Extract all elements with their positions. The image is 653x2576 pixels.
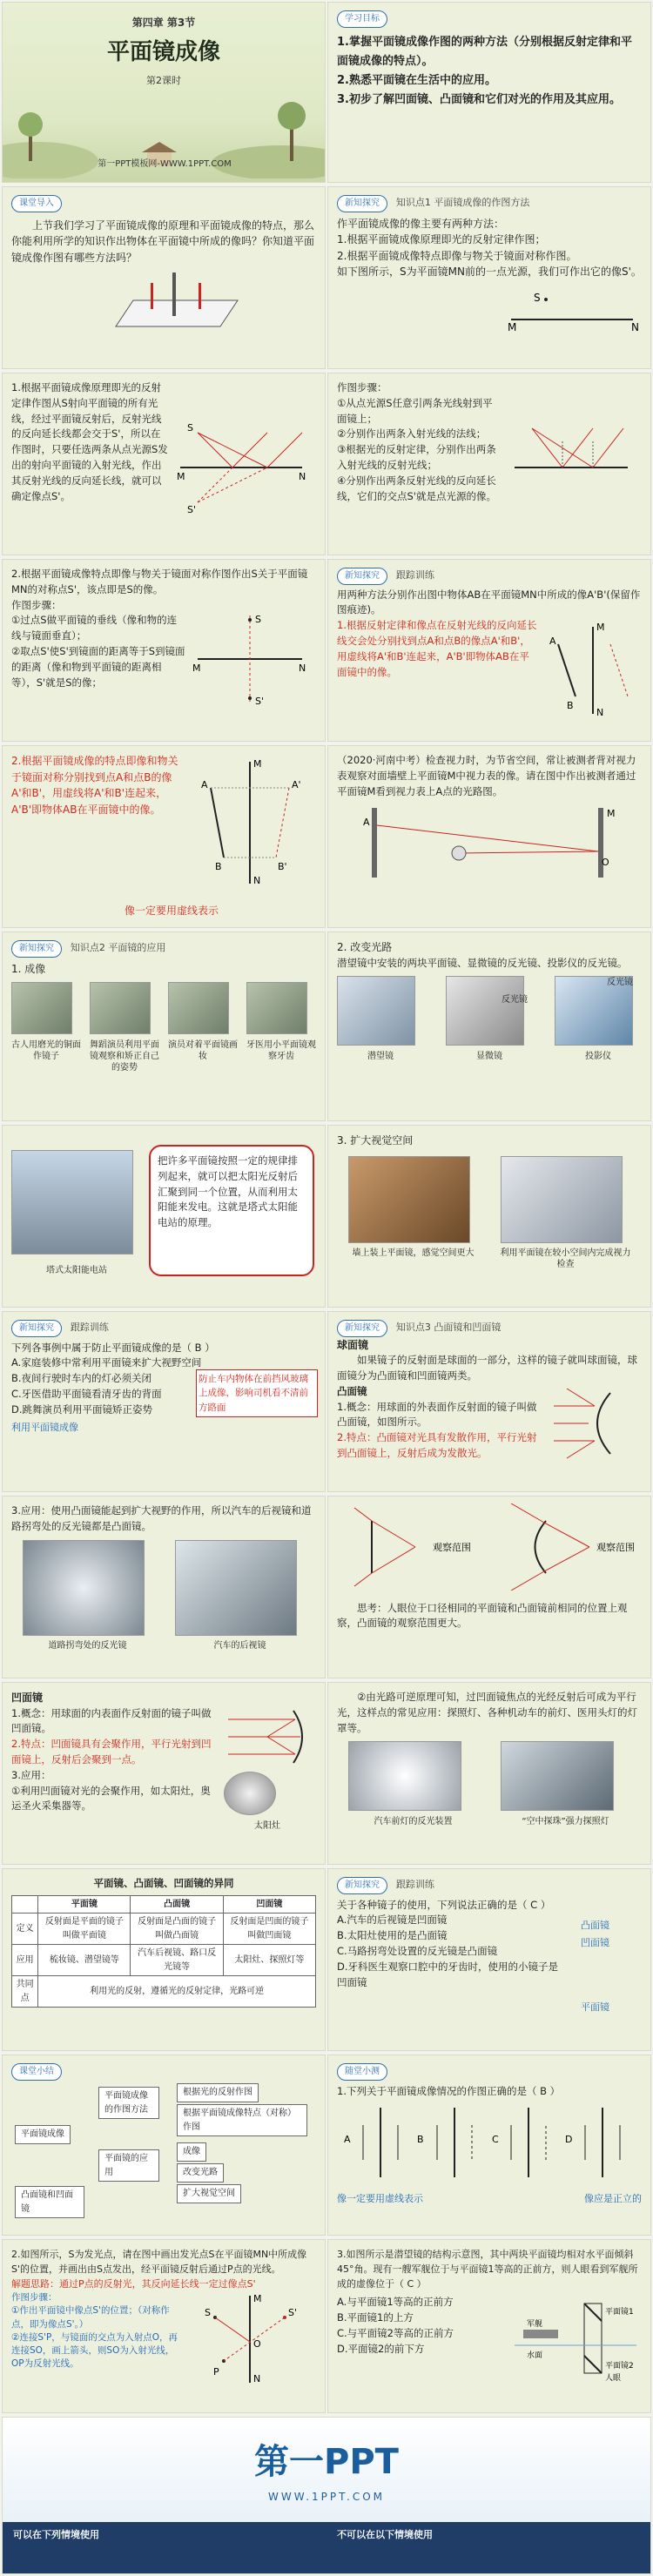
- slide-light-path: [327, 932, 651, 1121]
- table-cell: 共同点: [12, 1976, 38, 2008]
- caption: 投影仪: [585, 1052, 611, 1061]
- label-a: A: [363, 817, 370, 829]
- concave-mirror-diagram: [224, 1706, 311, 1767]
- mirror-wall-photo: [348, 1156, 470, 1243]
- slide-summary: [2, 2055, 326, 2236]
- slide-quiz2: [2, 2239, 326, 2413]
- visual-space-heading: 3. 扩大视觉空间: [337, 1134, 414, 1147]
- summary-leaf: 根据平面镜成像特点（对称）作图: [177, 2104, 307, 2136]
- caption: 显微镜: [476, 1052, 502, 1061]
- label-m: M: [192, 662, 201, 674]
- option-label: D: [565, 2134, 573, 2146]
- caption: 太阳灶: [254, 1820, 280, 1831]
- caption: 演员对着平面镜画妆: [168, 1039, 238, 1061]
- solar-bubble: 把许多平面镜按照一定的规律排列起来，就可以把太阳光反射后汇聚到同一个位置，从而利用太阳能来发电。这就是塔式太阳能电站的原理。: [149, 1145, 314, 1276]
- convex-heading: 凸面镜: [337, 1384, 367, 1397]
- kp1-line: 1.根据平面镜成像原理即光的反射定律作图；: [337, 233, 546, 246]
- car-mirror-photo: [175, 1540, 297, 1636]
- summary-leaf: 成像: [177, 2142, 206, 2162]
- light-path-text: 潜望镜中安装的两块平面镜、显微镜的反光镜、投影仪的反光镜。: [337, 956, 628, 969]
- label-o: O: [253, 2338, 261, 2351]
- label-s-prime: S': [255, 695, 265, 707]
- quiz1-options-diagram: [337, 2099, 642, 2186]
- convex-feature: 2.特点：凸面镜对光具有发散作用，平行光射到凸面镜上，反射后成为发散光。: [337, 1431, 537, 1459]
- label-b: B: [215, 861, 222, 872]
- label-b: B: [567, 700, 574, 712]
- label-s: S: [534, 291, 541, 304]
- table-header: 平面镜: [38, 1895, 131, 1914]
- mirror-tag: 反光镜: [502, 995, 528, 1006]
- site-label: 第一PPT模板网-WWW.1PPT.COM: [98, 159, 232, 169]
- symmetry-diagram: [189, 598, 311, 720]
- footer-left-title: 可以在下列情境使用: [13, 2529, 99, 2540]
- slide-kp2: [2, 932, 326, 1121]
- concave-heading: 凹面镜: [11, 1692, 44, 1704]
- caption: 古人用磨光的铜面作镜子: [11, 1039, 81, 1061]
- quiz2-question: 2.如图所示，S为发光点，请在图中画出发光点S在平面镜MN中所成像S'的位置，并画出由S点发出，经平面镜反射后通过P点的光线。: [11, 2249, 307, 2276]
- caption: 潜望镜: [367, 1052, 394, 1061]
- concave-text4: ①利用凹面镜对光的会聚作用，如太阳灶，奥运圣火采集器等。: [11, 1784, 211, 1813]
- headlight-photo: [348, 1741, 461, 1811]
- eye-label: 人眼: [605, 2374, 622, 2383]
- label-m: M: [177, 471, 185, 482]
- option: B.夜间行驶时车内的灯必须关闭: [11, 1372, 152, 1385]
- mirror-label: 平面镜1: [605, 2308, 634, 2317]
- label-n: N: [253, 2373, 261, 2385]
- microscope-photo: [446, 976, 524, 1046]
- periscope-photo: [337, 976, 415, 1046]
- label-n: N: [253, 875, 261, 886]
- label-n: N: [299, 471, 306, 482]
- dentist-photo: [246, 982, 307, 1034]
- quiz2-step: 作图步骤：: [11, 2292, 57, 2304]
- option: C.牙医借助平面镜看清牙齿的背面: [11, 1387, 162, 1400]
- convex-application-text: 3.应用：使用凸面镜能起到扩大视野的作用，所以汽车的后视镜和道路拐弯处的反光镜都是凸面镜。: [11, 1504, 312, 1532]
- label-m: M: [508, 320, 517, 333]
- cover-title: 平面镜成像: [106, 38, 220, 65]
- point-source-diagram: [337, 280, 642, 333]
- mirror-experiment-diagram: [11, 266, 316, 335]
- quiz1-question: 1.下列关于平面镜成像情况的作图正确的是（ B ）: [337, 2084, 561, 2097]
- kp3-tag: 新知探究: [337, 1320, 387, 1337]
- slide-kp3: [327, 1311, 651, 1492]
- convex-text: 1.概念：用球面的外表面作反射面的镜子叫做凸面镜，如图所示。: [337, 1400, 537, 1429]
- practice3-tag: 新知探究: [337, 1877, 387, 1894]
- table-row: [12, 1976, 316, 2008]
- slide-steps1: [327, 373, 651, 555]
- kp3-section: 知识点3 凸面镜和凹面镜: [395, 1322, 502, 1333]
- caption: 汽车前灯的反光装置: [374, 1817, 453, 1827]
- slide-solar-tower: [2, 1125, 326, 1308]
- label-b-prime: B': [278, 861, 287, 872]
- step-line: ①过点S做平面镜的垂线（像和物的连线与镜面垂直）；: [11, 614, 178, 642]
- option: D.跳舞演员利用平面镜矫正姿势: [11, 1402, 153, 1416]
- method1-text: 1.根据平面镜成像原理即光的反射定律作图从S射向平面镜的所有光线，经过平面镜反射后，反射光线的反向延长线都会交于S'，所以在作图时，只要任选两条从点光源S发出的射向平面镜的入射光线，作出其反射光线的反向延长线，就可以确定像点S'。: [11, 381, 168, 502]
- quiz3-question: 3.如图所示是潜望镜的结构示意图，其中两块平面镜均相对水平面倾斜45°角。现有一艘军舰位于与平面镜1等高的正前方，则人眼看到军舰所成的虚像位于（ C ）: [337, 2249, 638, 2290]
- concave-reverse-text: ②由光路可逆原理可知，过凹面镜焦点的光经反射后可成为平行光，这样点的常见应用：探照灯、各种机动车的前灯、医用头灯的灯罩等。: [337, 1691, 637, 1734]
- note-right: 防止车内物体在前挡风玻璃上成像，影响司机看不清前方路面: [196, 1369, 318, 1417]
- practice-tag: 新知探究: [337, 568, 387, 585]
- note-left: 利用平面镜成像: [11, 1421, 78, 1433]
- ab-symmetry-diagram: [189, 753, 311, 892]
- option-label: A: [344, 2134, 351, 2146]
- kp1-tag: 新知探究: [337, 195, 387, 212]
- method2-intro: 2.根据平面镜成像特点即像与物关于镜面对称作图作出S关于平面镜MN的对称点S'，该点即是S的像。: [11, 568, 308, 595]
- view-range-diagram: [337, 1503, 642, 1591]
- summary-leaf: 扩大视觉空间: [177, 2184, 241, 2203]
- step-line: ②分别作出两条入射光线的法线；: [337, 427, 487, 441]
- summary-branch: 凸面镜和凹面镜: [15, 2186, 84, 2218]
- option-label: B: [417, 2134, 424, 2146]
- table-row: [12, 1914, 316, 1945]
- summary-leaf: 改变光路: [177, 2163, 224, 2183]
- label-n: N: [596, 707, 604, 719]
- label-m: M: [253, 758, 262, 770]
- slide-practice2: [2, 1311, 326, 1492]
- chapter-label: 第四章 第3节: [131, 17, 196, 29]
- caption: 舞蹈演员利用平面镜观察和矫正自己的姿势: [90, 1039, 159, 1073]
- solar-tower-photo: [11, 1150, 133, 1254]
- slide-quiz1: [327, 2055, 651, 2236]
- brand-url: WWW.1PPT.COM: [267, 2491, 386, 2503]
- summary-branch: 平面镜的应用: [98, 2149, 159, 2182]
- mirror-tag: 反光镜: [607, 978, 633, 988]
- option: A.汽车的后视镜是凹面镜: [337, 1914, 448, 1927]
- road-mirror-photo: [23, 1540, 145, 1636]
- practice2-answer: 2.根据平面镜成像的特点即像和物关于镜面对称分别找到点A和点B的像A'和B'，用虚线将A'和B'连起来，A'B'即物体AB在平面镜中的像。: [11, 755, 178, 816]
- ship-label: 军舰: [527, 2320, 543, 2330]
- slide-kp1: [327, 186, 651, 369]
- option-label: C: [492, 2134, 499, 2146]
- table-cell: 梳妆镜、潜望镜等: [38, 1945, 131, 1976]
- mirror-label: 平面镜2: [605, 2362, 634, 2371]
- view-range-text: 思考：人眼位于口径相同的平面镜和凸面镜前相同的位置上观察，凸面镜的观察范围更大。: [337, 1601, 628, 1630]
- label-m: M: [253, 2293, 262, 2305]
- slide-footer: [2, 2417, 651, 2574]
- caption: 墙上装上平面镜，感觉空间更大: [352, 1248, 475, 1259]
- step-line: ②取点S'使S'到镜面的距离等于S到镜面的距离（像和物到平面镜的距离相等），S'就是S的像；: [11, 645, 185, 689]
- bronze-mirror-photo: [11, 982, 72, 1034]
- caption: 塔式太阳能电站: [46, 1265, 107, 1275]
- note: 凹面镜: [581, 1937, 609, 1948]
- label-m: M: [607, 808, 616, 820]
- label-n: N: [631, 320, 639, 333]
- label-a-prime: A': [292, 779, 301, 790]
- option: D.牙科医生观察口腔中的牙齿时，使用的小镜子是凹面镜: [337, 1960, 559, 1988]
- slide-visual-space: [327, 1125, 651, 1308]
- note: 凸面镜: [581, 1920, 609, 1931]
- slide-cover: [2, 2, 326, 183]
- slide-practice1-method2: [2, 745, 326, 928]
- label-m: M: [596, 622, 605, 634]
- range-label: 观察范围: [433, 1542, 471, 1553]
- summary-branch: 平面镜成像的作图方法: [98, 2087, 159, 2119]
- kp2-section: 知识点2 平面镜的应用: [70, 942, 166, 953]
- water-label: 水面: [527, 2351, 543, 2361]
- practice-answer: 1.根据反射定律和像点在反射光线的反向延长线交会处分别找到点A和点B的像点A'和B'，用虚线将A'和B'连起来，A'B'即物体AB在平面镜中的像。: [337, 619, 537, 678]
- table-row: [12, 1945, 316, 1976]
- slide-comparison: [2, 1868, 326, 2051]
- kp3-heading: 球面镜: [337, 1338, 369, 1351]
- label-a: A: [549, 636, 556, 648]
- intro-tag: 课堂导入: [11, 195, 62, 212]
- brand-logo: 第一PPT: [254, 2442, 399, 2482]
- makeup-photo: [168, 982, 229, 1034]
- convex-mirror-diagram: [549, 1384, 636, 1463]
- label-o: O: [602, 857, 609, 869]
- label-s: S: [255, 613, 261, 625]
- table-cell: 利用光的反射，遵循光的反射定律，光路可逆: [38, 1976, 316, 2008]
- summary-center: 平面镜成像: [15, 2125, 71, 2144]
- table-cell: 反射面是凹面的镜子叫做凹面镜: [223, 1914, 315, 1945]
- caption: 牙医用小平面镜观察牙齿: [246, 1039, 316, 1061]
- caption: 利用平面镜在较小空间内完成视力检查: [500, 1248, 631, 1270]
- quiz1-note: 像应是正立的: [584, 2192, 642, 2204]
- steps-diagram: [506, 380, 636, 546]
- eye-exam-photo: [501, 1156, 623, 1243]
- caption: “空中探珠”强力探照灯: [522, 1817, 609, 1827]
- note: 平面镜: [581, 2001, 609, 2013]
- option: A.家庭装修中常利用平面镜来扩大视野空间: [11, 1356, 202, 1369]
- reflection-diagram: [172, 380, 311, 546]
- option: A.与平面镜1等高的正前方: [337, 2296, 454, 2309]
- kp2-tag: 新知探究: [11, 940, 62, 958]
- quiz-tag: 随堂小测: [337, 2063, 387, 2081]
- label-s-prime: S': [288, 2307, 298, 2319]
- quiz1-note: 像一定要用虚线表示: [337, 2192, 423, 2204]
- slide-concave: [2, 1682, 326, 1865]
- label-a: A: [201, 779, 208, 790]
- option: C.与平面镜2等高的正前方: [337, 2326, 454, 2339]
- slide-view-range: [327, 1496, 651, 1678]
- practice3-section: 跟踪训练: [395, 1879, 434, 1890]
- caption: 道路拐弯处的反光镜: [48, 1641, 127, 1651]
- quiz2-hint: 解题思路：通过P点的反射光，其反向延长线一定过像点S': [11, 2278, 256, 2290]
- step-line: 作图步骤：: [11, 598, 62, 611]
- label-p: P: [213, 2366, 219, 2378]
- slide-concave-reverse: [327, 1682, 651, 1865]
- quiz2-step: ②连接S'P，与镜面的交点为入射点O，再连接SO，画上箭头，则SO为入射光线，OP为反射光线。: [11, 2331, 178, 2370]
- caption: 汽车的后视镜: [213, 1641, 266, 1651]
- slide-eye-test: [327, 745, 651, 928]
- table-header: 凹面镜: [223, 1895, 315, 1914]
- slide-goals: [327, 2, 651, 183]
- table-header: [12, 1895, 38, 1914]
- concave-text3: 3.应用：: [11, 1768, 51, 1781]
- concave-text2: 2.特点：凹面镜具有会聚作用，平行光射到凹面镜上，反射后会聚到一点。: [11, 1738, 212, 1766]
- option: C.马路拐弯处设置的反光镜是凸面镜: [337, 1944, 498, 1957]
- light-path-heading: 2. 改变光路: [337, 941, 393, 953]
- step-line: ①从点光源S任意引两条光线射到平面镜上；: [337, 396, 493, 425]
- slide-intro: [2, 186, 326, 369]
- dashed-note: 像一定要用虚线表示: [125, 905, 219, 917]
- eye-test-question: （2020·河南中考）检查视力时，为节省空间，常让被测者背对视力表观察对面墙壁上平面镜M中视力表的像。请在图中作出被测者通过平面镜M看到视力表上A点的光路图。: [337, 754, 636, 797]
- table-cell: 反射面是凸面的镜子叫做凸面镜: [131, 1914, 223, 1945]
- comparison-title: 平面镜、凸面镜、凹面镜的异同: [93, 1877, 234, 1889]
- label-n: N: [299, 662, 306, 674]
- step-line: 作图步骤：: [337, 381, 387, 393]
- searchlight-photo: [501, 1741, 614, 1811]
- solar-cooker-photo: [224, 1772, 276, 1815]
- table-cell: 应用: [12, 1945, 38, 1976]
- practice-question: 用两种方法分别作出图中物体AB在平面镜MN中所成的像A'B'(保留作图痕迹)。: [337, 588, 641, 616]
- practice2-tag: 新知探究: [11, 1320, 62, 1337]
- slide-method2: [2, 559, 326, 742]
- label-s-prime: S': [187, 504, 197, 515]
- option: B.太阳灶使用的是凸面镜: [337, 1929, 448, 1942]
- slide-practice3: [327, 1868, 651, 2051]
- summary-leaf: 根据光的反射作图: [177, 2083, 259, 2102]
- label-s: S: [187, 422, 193, 434]
- practice2-section: 跟踪训练: [70, 1322, 109, 1333]
- kp1-section: 知识点1 平面镜成像的作图方法: [395, 197, 530, 208]
- kp1-line: 作平面镜成像的像主要有两种方法：: [337, 217, 505, 230]
- table-cell: 定义: [12, 1914, 38, 1945]
- ab-diagram: [541, 618, 636, 723]
- quiz2-step: ①作出平面镜中像点S'的位置；（对称作点，即为像点S'。）: [11, 2305, 170, 2330]
- eye-test-diagram: [337, 799, 642, 886]
- practice2-question: 下列各事例中属于防止平面镜成像的是（ B ）: [11, 1341, 215, 1354]
- kp1-line: 如下图所示，S为平面镜MN前的一点光源，我们可作出它的像S'。: [337, 266, 642, 279]
- comparison-table: [11, 1895, 316, 2008]
- goal-item: 3.初步了解凹面镜、凸面镜和它们对光的作用及其应用。: [337, 92, 621, 106]
- summary-tag: 课堂小结: [11, 2063, 62, 2081]
- goal-item: 1.掌握平面镜成像作图的两种方法（分别根据反射定律和平面镜成像的特点）。: [337, 35, 632, 68]
- footer-right-title: 不可以在以下情境使用: [337, 2529, 433, 2540]
- slide-convex-application: [2, 1496, 326, 1678]
- range-label: 观察范围: [596, 1542, 635, 1553]
- kp1-line: 2.根据平面镜成像特点即像与物关于镜面对称作图。: [337, 249, 577, 262]
- practice3-question: 关于各种镜子的使用，下列说法正确的是（ C ）: [337, 1898, 551, 1911]
- intro-text: 上节我们学习了平面镜成像的原理和平面镜成像的特点，那么你能利用所学的知识作出物体在平面镜中所成的像吗？你知道平面镜成像作图有哪些方法吗？: [11, 219, 315, 264]
- kp3-text1: 如果镜子的反射面是球面的一部分，这样的镜子就叫球面镜，球面镜分为凸面镜和凹面镜两类。: [337, 1354, 637, 1382]
- option: B.平面镜1的上方: [337, 2310, 414, 2324]
- option: D.平面镜2的前下方: [337, 2342, 425, 2355]
- label-s: S: [205, 2307, 211, 2319]
- table-cell: 太阳灶、探照灯等: [223, 1945, 315, 1976]
- kp2-heading: 1. 成像: [11, 962, 46, 975]
- goals-tag: 学习目标: [337, 10, 387, 28]
- step-line: ④分别作出两条反射光线的反向延长线，它们的交点S'就是点光源的像。: [337, 474, 496, 502]
- periscope-diagram: [515, 2295, 636, 2382]
- step-line: ③根据光的反射定律，分别作出两条入射光线的反射光线；: [337, 443, 496, 472]
- slide-practice1: [327, 559, 651, 742]
- table-cell: 反射面是平面的镜子叫做平面镜: [38, 1914, 131, 1945]
- dancer-photo: [90, 982, 151, 1034]
- slide-method1: [2, 373, 326, 555]
- quiz2-diagram: [189, 2291, 311, 2387]
- table-cell: 汽车后视镜、路口反光镜等: [131, 1945, 223, 1976]
- slide-quiz3: [327, 2239, 651, 2413]
- practice-section: 跟踪训练: [395, 569, 434, 581]
- table-header: 凸面镜: [131, 1895, 223, 1914]
- period-label: 第2课时: [146, 74, 181, 86]
- concave-text1: 1.概念：用球面的内表面作反射面的镜子叫做凹面镜。: [11, 1706, 212, 1735]
- goal-item: 2.熟悉平面镜在生活中的应用。: [337, 73, 496, 87]
